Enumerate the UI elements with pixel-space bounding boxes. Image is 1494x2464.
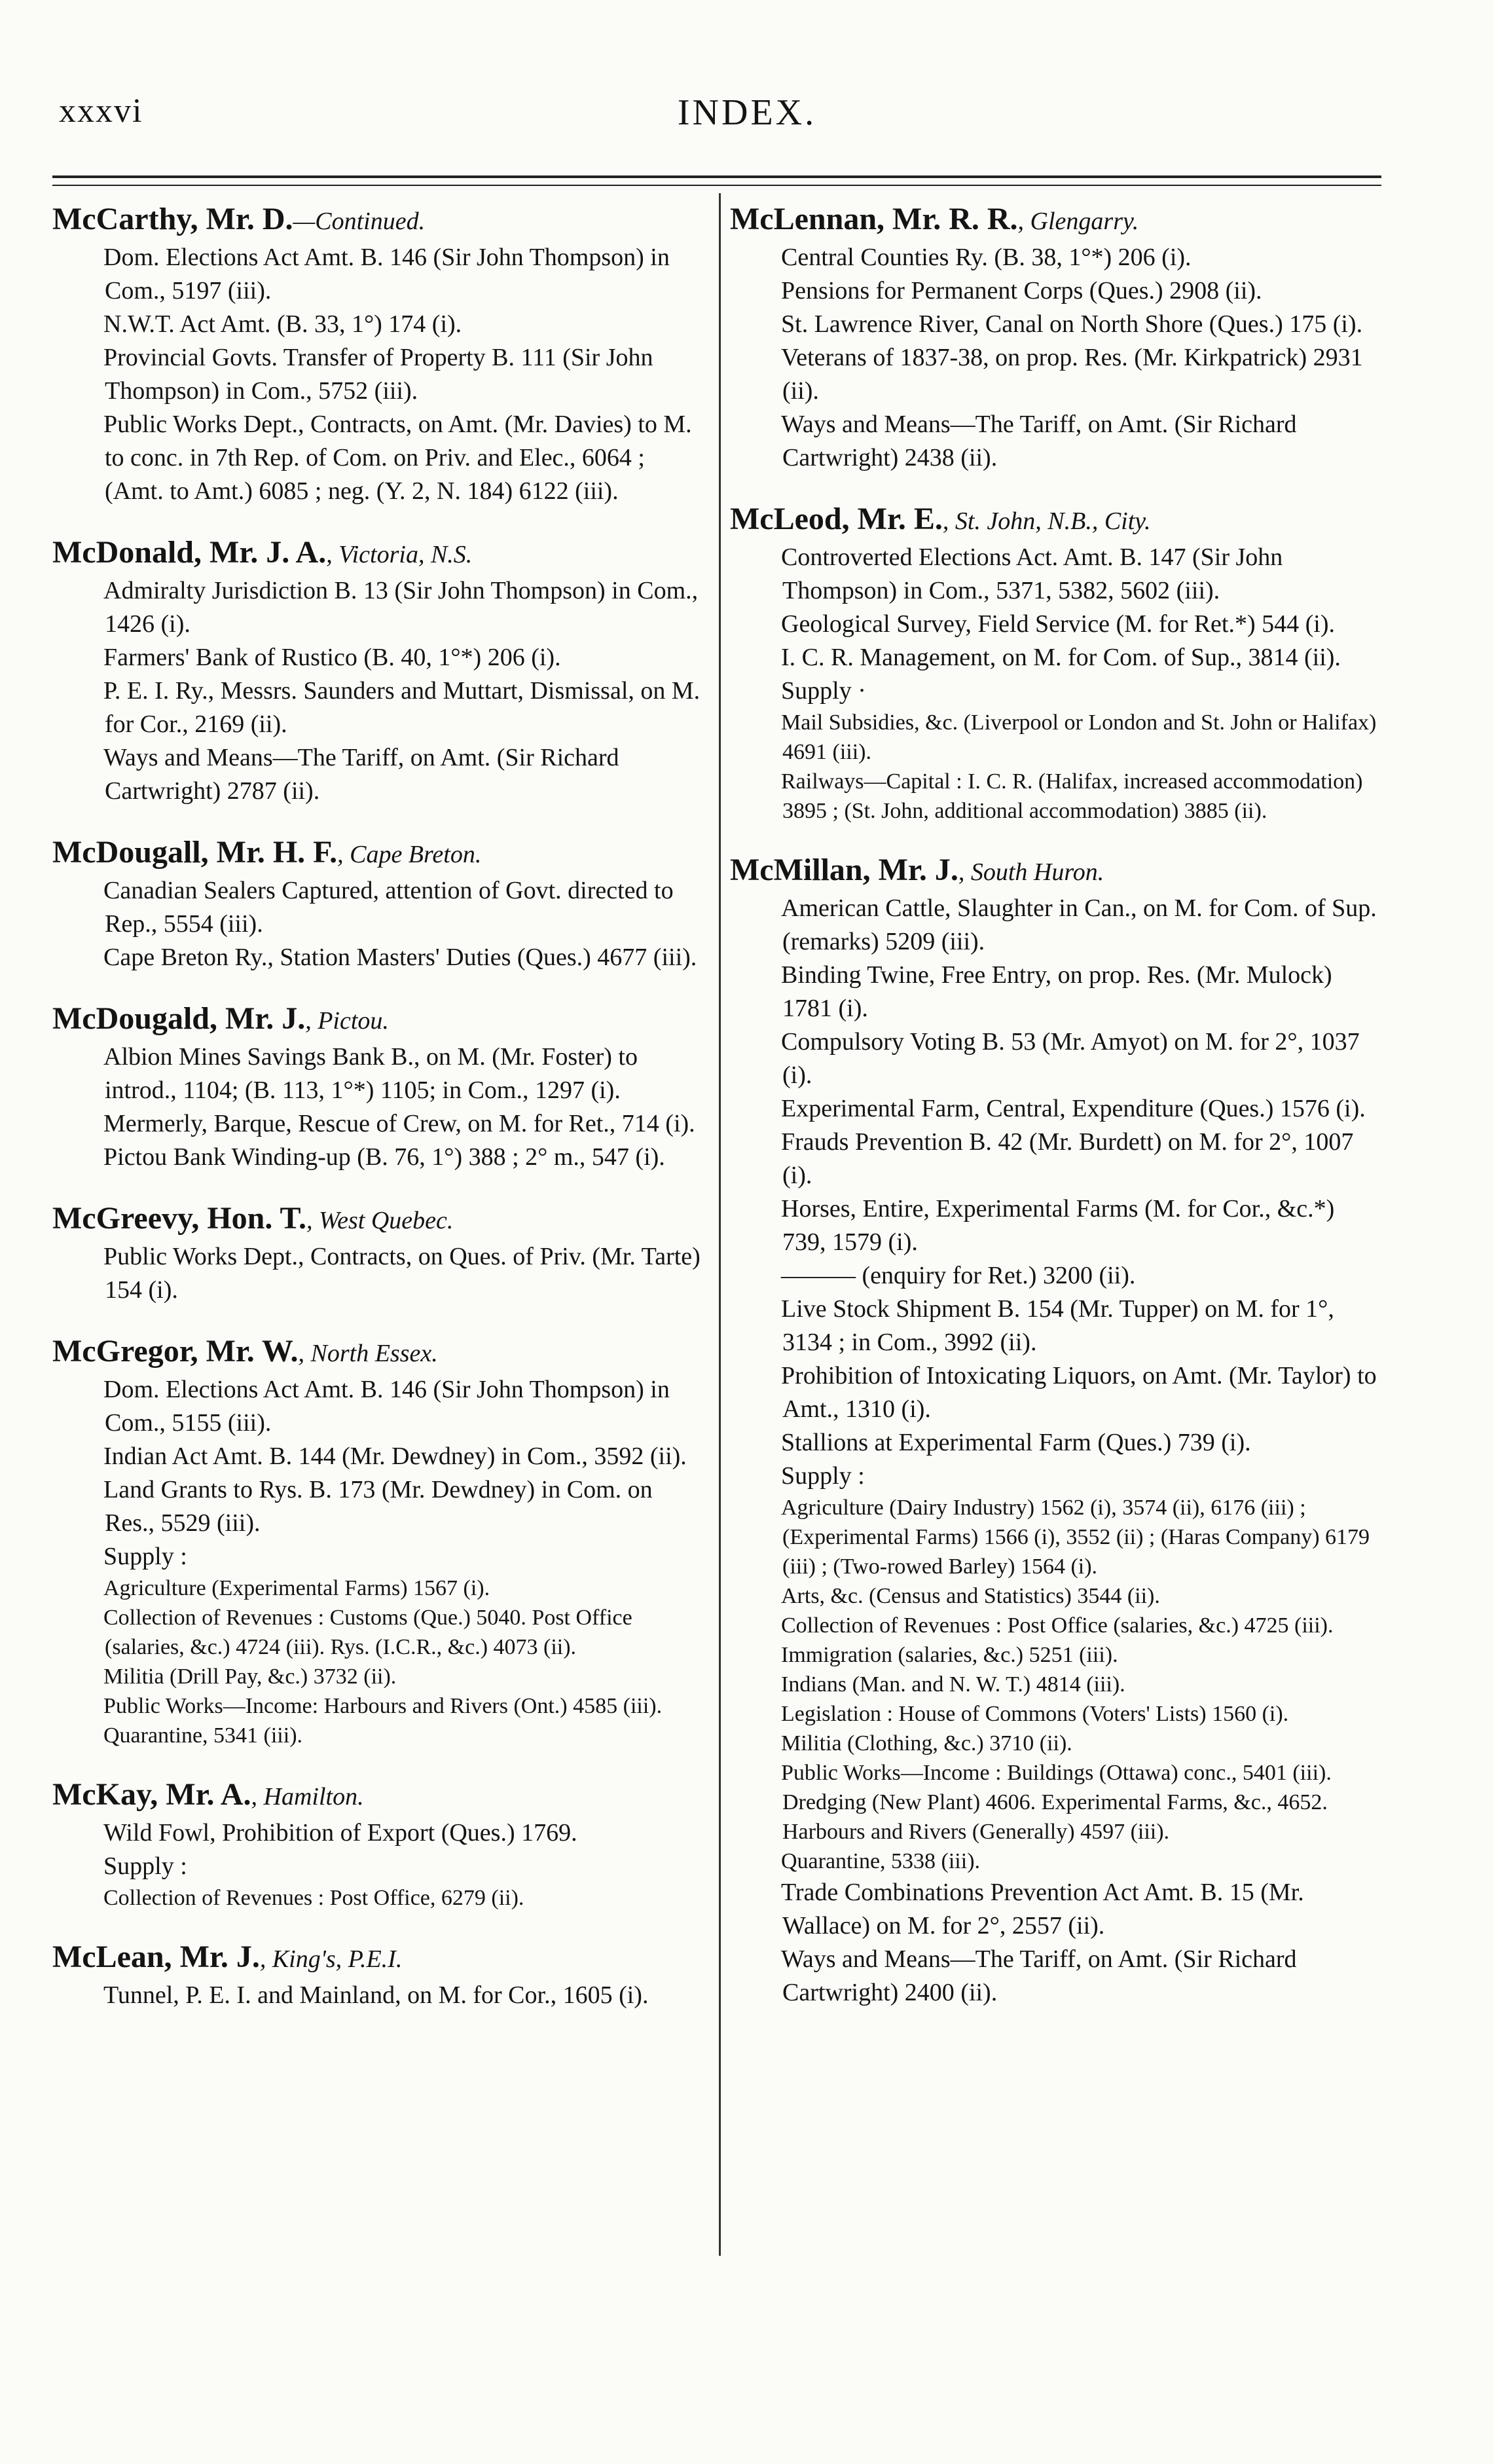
entry-line: Pictou Bank Winding-up (B. 76, 1°) 388 ; 2° m., 547 (i). <box>103 1143 665 1171</box>
entry-name: McCarthy, Mr. D. <box>52 202 293 236</box>
entry-name: McLennan, Mr. R. R. <box>730 202 1018 236</box>
supply-line: Militia (Drill Pay, &c.) 3732 (ii). <box>103 1664 397 1689</box>
entry-line: ——— (enquiry for Ret.) 3200 (ii). <box>781 1262 1136 1289</box>
supply-line: Legislation : House of Commons (Voters' Lists) 1560 (i). <box>781 1702 1289 1726</box>
entry-name: McGregor, Mr. W. <box>52 1334 299 1369</box>
entry-name: McDonald, Mr. J. A. <box>52 535 327 570</box>
entry-name: McLean, Mr. J. <box>52 1940 260 1974</box>
left-column <box>52 200 707 2037</box>
entry-constituency: , Hamilton. <box>251 1783 364 1811</box>
page-title: INDEX. <box>677 92 817 133</box>
page-header <box>52 92 1388 144</box>
entry-line: Tunnel, P. E. I. and Mainland, on M. for Cor., 1605 (i). <box>103 1981 649 2009</box>
supply-line: Mail Subsidies, &c. (Liverpool or London and St. John or Halifax) 4691 (iii). <box>781 710 1377 764</box>
index-entry <box>52 999 707 1174</box>
supply-line: Arts, &c. (Census and Statistics) 3544 (ii). <box>781 1584 1160 1608</box>
entry-line: Dom. Elections Act Amt. B. 146 (Sir John Thompson) in Com., 5197 (iii). <box>103 244 670 304</box>
entry-line: Live Stock Shipment B. 154 (Mr. Tupper) on M. for 1°, 3134 ; in Com., 3992 (ii). <box>781 1295 1334 1356</box>
entry-name: McDougald, Mr. J. <box>52 1001 306 1036</box>
entry-name: McGreevy, Hon. T. <box>52 1201 306 1236</box>
entry-line: Canadian Sealers Captured, attention of Govt. directed to Rep., 5554 (iii). <box>103 877 674 938</box>
entry-name: McDougall, Mr. H. F. <box>52 835 338 870</box>
entry-line: Public Works Dept., Contracts, on Amt. (Mr. Davies) to M. to conc. in 7th Rep. of Com. on Priv. and Elec., 6064 ; (Amt. to Amt.) 6085 ; neg. (Y. 2, N. 184) 6122 (iii). <box>103 411 692 505</box>
entry-constituency: , St. John, N.B., City. <box>942 507 1151 535</box>
page-number: xxxvi <box>59 92 143 130</box>
header-rule-thick <box>52 175 1381 178</box>
entry-constituency: , King's, P.E.I. <box>259 1945 403 1973</box>
entry-line: St. Lawrence River, Canal on North Shore (Ques.) 175 (i). <box>781 310 1363 338</box>
entry-constituency: , Cape Breton. <box>337 841 482 868</box>
entry-heading <box>730 851 1378 892</box>
index-entry <box>52 1938 707 2012</box>
supply-line: Immigration (salaries, &c.) 5251 (iii). <box>781 1643 1118 1667</box>
index-entry <box>52 200 707 508</box>
entry-line: Binding Twine, Free Entry, on prop. Res. (Mr. Mulock) 1781 (i). <box>781 961 1332 1022</box>
header-rule-thin <box>52 185 1381 186</box>
supply-line: Public Works—Income: Harbours and Rivers (Ont.) 4585 (iii). <box>103 1694 663 1718</box>
entry-line: Ways and Means—The Tariff, on Amt. (Sir Richard Cartwright) 2787 (ii). <box>103 744 619 805</box>
supply-line: Collection of Revenues : Post Office (salaries, &c.) 4725 (iii). <box>781 1613 1334 1638</box>
entry-name: McKay, Mr. A. <box>52 1777 251 1812</box>
supply-line: Quarantine, 5341 (iii). <box>103 1723 303 1748</box>
supply-line: Agriculture (Experimental Farms) 1567 (i). <box>103 1576 490 1600</box>
supply-line: Quarantine, 5338 (iii). <box>781 1849 981 1873</box>
entry-line: Pensions for Permanent Corps (Ques.) 2908 (ii). <box>781 277 1262 304</box>
supply-line: Collection of Revenues : Customs (Que.) 5040. Post Office (salaries, &c.) 4724 (iii). Rys. (I.C.R., &c.) 4073 (ii). <box>103 1606 632 1659</box>
entry-line: Supply : <box>103 1852 187 1880</box>
entry-line: Ways and Means—The Tariff, on Amt. (Sir Richard Cartwright) 2438 (ii). <box>781 411 1297 471</box>
entry-line: Supply : <box>103 1543 187 1570</box>
supply-line: Collection of Revenues : Post Office, 6279 (ii). <box>103 1886 524 1910</box>
entry-line: Cape Breton Ry., Station Masters' Duties (Ques.) 4677 (iii). <box>103 944 697 971</box>
index-entry <box>52 1332 707 1750</box>
entry-line: Horses, Entire, Experimental Farms (M. for Cor., &c.*) 739, 1579 (i). <box>781 1195 1335 1256</box>
entry-line: Albion Mines Savings Bank B., on M. (Mr. Foster) to introd., 1104; (B. 113, 1°*) 1105; in Com., 1297 (i). <box>103 1043 638 1104</box>
supply-line: Indians (Man. and N. W. T.) 4814 (iii). <box>781 1672 1125 1697</box>
entry-line: Central Counties Ry. (B. 38, 1°*) 206 (i). <box>781 244 1192 271</box>
entry-constituency: —Continued. <box>293 208 426 235</box>
index-entry <box>52 1199 707 1307</box>
entry-line: Experimental Farm, Central, Expenditure (Ques.) 1576 (i). <box>781 1095 1366 1122</box>
entry-line: Supply · <box>781 677 866 705</box>
entry-line: Supply : <box>781 1462 865 1490</box>
index-entry <box>52 533 707 808</box>
entry-line: I. C. R. Management, on M. for Com. of Sup., 3814 (ii). <box>781 644 1341 671</box>
entry-line: Admiralty Jurisdiction B. 13 (Sir John Thompson) in Com., 1426 (i). <box>103 577 699 638</box>
entry-line: Prohibition of Intoxicating Liquors, on Amt. (Mr. Taylor) to Amt., 1310 (i). <box>781 1362 1377 1423</box>
supply-line: Railways—Capital : I. C. R. (Halifax, increased accommodation) 3895 ; (St. John, additional accommodation) 3885 (ii). <box>781 769 1363 823</box>
column-divider <box>719 193 721 2256</box>
entry-line: Dom. Elections Act Amt. B. 146 (Sir John Thompson) in Com., 5155 (iii). <box>103 1376 670 1437</box>
supply-line: Public Works—Income : Buildings (Ottawa) conc., 5401 (iii). Dredging (New Plant) 4606. Experimental Farms, &c., 4652. Harbours and Rivers (Generally) 4597 (iii). <box>781 1761 1332 1844</box>
index-entry <box>730 200 1378 475</box>
entry-constituency: , Pictou. <box>305 1007 389 1035</box>
entry-name: McMillan, Mr. J. <box>730 853 958 887</box>
entry-line: Trade Combinations Prevention Act Amt. B. 15 (Mr. Wallace) on M. for 2°, 2557 (ii). <box>781 1879 1304 1940</box>
entry-line: Compulsory Voting B. 53 (Mr. Amyot) on M. for 2°, 1037 (i). <box>781 1028 1360 1089</box>
entry-heading <box>52 200 707 241</box>
entry-name: McLeod, Mr. E. <box>730 502 943 536</box>
entry-line: American Cattle, Slaughter in Can., on M. for Com. of Sup. (remarks) 5209 (iii). <box>781 894 1377 955</box>
entry-heading <box>52 999 707 1040</box>
entry-heading <box>52 533 707 574</box>
entry-heading <box>52 1199 707 1240</box>
entry-constituency: , South Huron. <box>958 858 1104 886</box>
entry-line: N.W.T. Act Amt. (B. 33, 1°) 174 (i). <box>103 310 462 338</box>
entry-heading <box>52 1775 707 1816</box>
entry-constituency: , Glengarry. <box>1017 208 1139 235</box>
entry-heading <box>52 1332 707 1373</box>
entry-heading <box>730 500 1378 541</box>
entry-line: P. E. I. Ry., Messrs. Saunders and Muttart, Dismissal, on M. for Cor., 2169 (ii). <box>103 677 701 738</box>
entry-line: Frauds Prevention B. 42 (Mr. Burdett) on M. for 2°, 1007 (i). <box>781 1128 1354 1189</box>
supply-line: Militia (Clothing, &c.) 3710 (ii). <box>781 1731 1072 1756</box>
entry-line: Geological Survey, Field Service (M. for Ret.*) 544 (i). <box>781 610 1336 638</box>
entry-line: Public Works Dept., Contracts, on Ques. of Priv. (Mr. Tarte) 154 (i). <box>103 1243 701 1304</box>
right-column <box>730 200 1378 2034</box>
entry-line: Indian Act Amt. B. 144 (Mr. Dewdney) in Com., 3592 (ii). <box>103 1443 687 1470</box>
entry-line: Ways and Means—The Tariff, on Amt. (Sir Richard Cartwright) 2400 (ii). <box>781 1945 1297 2006</box>
entry-line: Mermerly, Barque, Rescue of Crew, on M. for Ret., 714 (i). <box>103 1110 695 1137</box>
entry-constituency: , North Essex. <box>298 1340 438 1367</box>
supply-line: Agriculture (Dairy Industry) 1562 (i), 3574 (ii), 6176 (iii) ; (Experimental Farms) 1566 (i), 3552 (ii) ; (Haras Company) 6179 (iii) ; (Two-rowed Barley) 1564 (i). <box>781 1496 1370 1579</box>
index-entry <box>52 1775 707 1913</box>
entry-line: Veterans of 1837-38, on prop. Res. (Mr. Kirkpatrick) 2931 (ii). <box>781 344 1363 405</box>
entry-constituency: , West Quebec. <box>306 1207 454 1234</box>
entry-line: Land Grants to Rys. B. 173 (Mr. Dewdney) in Com. on Res., 5529 (iii). <box>103 1476 653 1537</box>
index-entry <box>730 851 1378 2010</box>
index-entry <box>730 500 1378 826</box>
index-entry <box>52 833 707 974</box>
entry-heading <box>730 200 1378 241</box>
entry-line: Farmers' Bank of Rustico (B. 40, 1°*) 206 (i). <box>103 644 561 671</box>
entry-heading <box>52 833 707 874</box>
entry-heading <box>52 1938 707 1979</box>
entry-line: Controverted Elections Act. Amt. B. 147 (Sir John Thompson) in Com., 5371, 5382, 5602 (iii). <box>781 543 1283 604</box>
entry-line: Stallions at Experimental Farm (Ques.) 739 (i). <box>781 1429 1251 1456</box>
entry-constituency: , Victoria, N.S. <box>326 541 473 568</box>
entry-line: Provincial Govts. Transfer of Property B. 111 (Sir John Thompson) in Com., 5752 (iii). <box>103 344 653 405</box>
entry-line: Wild Fowl, Prohibition of Export (Ques.) 1769. <box>103 1819 577 1847</box>
